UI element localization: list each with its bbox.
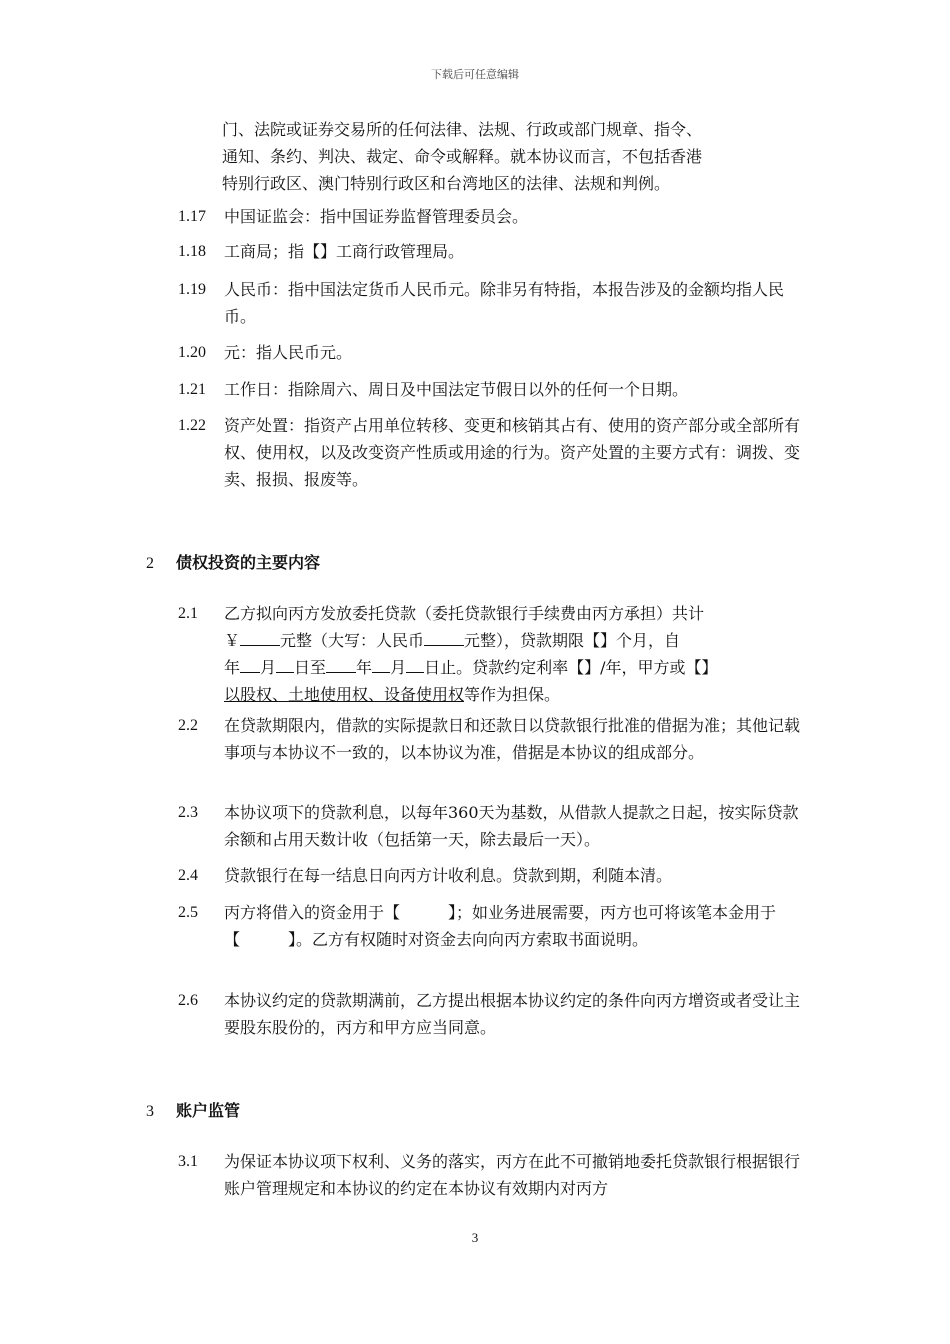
clause-text: 本协议项下的贷款利息，以每年360天为基数，从借款人提款之日起，按实际贷款余额和占用天数计收（包括第一天，除去最后一天）。 (224, 803, 799, 849)
continuation-paragraph (222, 116, 812, 197)
clause-number: 2.6 (178, 992, 198, 1009)
clause-text: 为保证本协议项下权利、义务的落实，丙方在此不可撤销地委托贷款银行根据银行账户管理规定和本协议的约定在本协议有效期内对丙方 (224, 1152, 801, 1198)
day-blank (406, 657, 424, 673)
clause-number: 2.1 (178, 605, 198, 622)
clause-number: 2.5 (178, 904, 198, 921)
section-title: 债权投资的主要内容 (176, 553, 321, 572)
clause-text-part: 日止。贷款约定利率【】/年，甲方或【】 (424, 658, 718, 677)
amount-words-blank (424, 630, 464, 646)
clause-text-part: 等作为担保。 (464, 685, 561, 704)
section-number: 3 (146, 1103, 154, 1120)
clause-number: 1.19 (178, 281, 206, 298)
amount-blank (240, 630, 280, 646)
clause-text: 丙方将借入的资金用于【 】；如业务进展需要，丙方也可将该笔本金用于【 】。乙方有权随时对资金去向向丙方索取书面说明。 (224, 903, 777, 949)
page-header: 下载后可任意编辑 (431, 68, 519, 81)
clause-text: 在贷款期限内，借款的实际提款日和还款日以贷款银行批准的借据为准；其他记载事项与本协议不一致的，以本协议为准，借据是本协议的组成部分。 (224, 716, 801, 762)
clause-text (224, 600, 806, 708)
clause-text: 工作日：指除周六、周日及中国法定节假日以外的任何一个日期。 (224, 380, 689, 399)
year-blank (326, 657, 356, 673)
clause-text: 人民币：指中国法定货币人民币元。除非另有特指，本报告涉及的金额均指人民币。 (224, 280, 785, 326)
clause-text: 贷款银行在每一结息日向丙方计收利息。贷款到期，利随本清。 (224, 866, 673, 885)
clause-number: 1.20 (178, 344, 206, 361)
clause-text: 资产处置：指资产占用单位转移、变更和核销其占有、使用的资产部分或全部所有权、使用权，以及改变资产性质或用途的行为。资产处置的主要方式有：调拨、变卖、报损、报废等。 (224, 416, 801, 489)
day-blank (276, 657, 294, 673)
clause-number: 2.3 (178, 804, 198, 821)
clause-text-part: 乙方拟向丙方发放委托贷款（委托贷款银行手续费由丙方承担）共计 (224, 604, 705, 623)
section-heading-3 (146, 1097, 240, 1125)
clause-text-part: 月 (390, 658, 407, 677)
page-number: 3 (471, 1230, 479, 1245)
month-blank (372, 657, 390, 673)
clause-text-part: 月 (260, 658, 277, 677)
clause-text: 本协议约定的贷款期满前，乙方提出根据本协议约定的条件向丙方增资或者受让主要股东股份的，丙方和甲方应当同意。 (224, 991, 801, 1037)
section-heading-2 (146, 549, 320, 577)
clause-text-part: 元整（大写：人民币 (280, 631, 425, 650)
clause-number: 3.1 (178, 1153, 198, 1170)
collateral-underlined: 以股权、土地使用权、设备使用权 (224, 685, 465, 704)
clause-text-part: 年 (224, 658, 241, 677)
clause-number: 2.2 (178, 717, 198, 734)
clause-text-part: 日至 (294, 658, 327, 677)
clause-text: 元：指人民币元。 (224, 343, 353, 362)
clause-number: 1.22 (178, 417, 206, 434)
clause-number: 1.18 (178, 243, 206, 260)
clause-text: 中国证监会：指中国证券监督管理委员会。 (224, 207, 529, 226)
continuation-line: 通知、条约、判决、裁定、命令或解释。就本协议而言，不包括香港 (222, 147, 703, 166)
section-title: 账户监管 (176, 1101, 241, 1120)
month-blank (240, 657, 260, 673)
clause-number: 1.17 (178, 208, 206, 225)
currency-symbol: ￥ (224, 631, 241, 650)
clause-number: 1.21 (178, 381, 206, 398)
clause-number: 2.4 (178, 867, 198, 884)
continuation-line: 特别行政区、澳门特别行政区和台湾地区的法律、法规和判例。 (222, 174, 671, 193)
continuation-line: 门、法院或证券交易所的任何法律、法规、行政或部门规章、指令、 (222, 120, 703, 139)
clause-text: 工商局；指【】工商行政管理局。 (224, 242, 465, 261)
clause-text-part: 年 (356, 658, 373, 677)
clause-text-part: 元整），贷款期限【】个月，自 (464, 631, 681, 650)
section-number: 2 (146, 555, 154, 572)
